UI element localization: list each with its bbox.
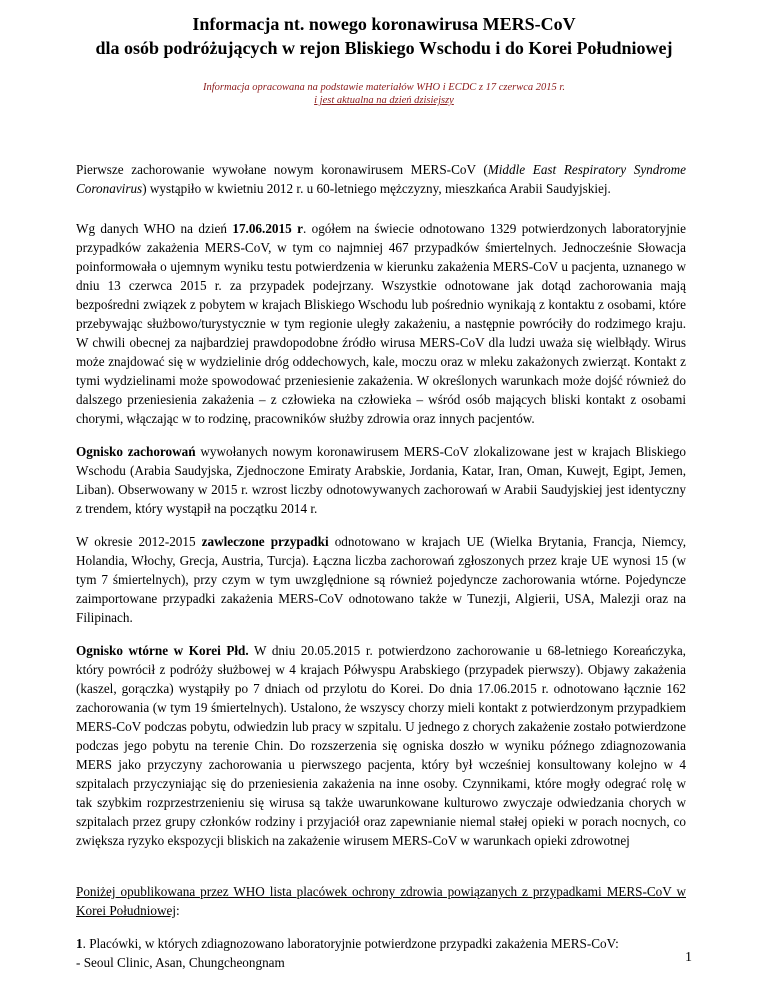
bold-heading: Ognisko zachorowań — [76, 444, 196, 459]
paragraph-who-data: Wg danych WHO na dzień 17.06.2015 r. ogółem na świecie odnotowano 1329 potwierdzonych laboratoryjnie przypadków zakażenia MERS-CoV, w tym co najmniej 467 przypadków śmiertelnych. Jednocześnie Słowacja poinformowała o ujemnym wyniku testu potwierdzenia w kierunku zakażenia MERS-CoV u pacjenta, uznanego w dniu 13 czerwca 2015 r. za przypadek podejrzany. Wszystkie odnotowane jak dotąd zachorowania mają bezpośredni związek z pobytem w krajach Bliskiego Wschodu lub pośrednio wynikają z kontaktu z osobami, które przebywając służbowo/turystycznie w tym regionie uległy zakażeniu, a następnie powróciły do rodzimego kraju. W chwili obecnej za najbardziej prawdopodobne źródło wirusa MERS-CoV dla ludzi uważa się wielbłądy. Wirus może znajdować się w wydzielinie dróg oddechowych, kale, moczu oraz w mleku zakażonych zwierząt. Kontakt z tymi wydzielinami może spowodować przeniesienie zakażenia. W określonych warunkach może dojść również do dalszego przeniesienia zakażenia – z człowieka na człowieka – wśród osób mających bliski kontakt z osobami chorymi, włączając w to rodzinę, pracowników służby zdrowia oraz innych pacjentów. — [76, 221, 687, 426]
bold-date: 17.06.2015 r — [232, 221, 303, 236]
subtitle-line-2: i jest aktualna na dzień dzisiejszy — [314, 95, 454, 106]
title-line-1: Informacja nt. nowego koronawirusa MERS-CoV — [192, 14, 576, 34]
page-number: 1 — [685, 950, 692, 965]
document-body — [76, 160, 686, 986]
paragraph-outbreak-focus: Ognisko zachorowań wywołanych nowym koronawirusem MERS-CoV zlokalizowane jest w krajach Bliskiego Wschodu (Arabia Saudyjska, Zjednoczone Emiraty Arabskie, Jordania, Katar, Iran, Oman, Kuwejt, Egipt, Jemen, Liban). Obserwowany w 2015 r. wzrost liczby odnotowywanych zachorowań w Arabii Saudyjskiej jest identyczny z trendem, który wystąpił na początku 2014 r. — [76, 444, 686, 516]
italic-term: Middle East Respiratory Syndrome Coronavirus — [76, 162, 686, 196]
list-item: - Seoul Clinic, Asan, Chungcheongnam — [76, 955, 285, 970]
paragraph-who-list-intro: Poniżej opublikowana przez WHO lista placówek ochrony zdrowia powiązanych z przypadkami MERS-CoV w Korei Południowej: — [76, 884, 686, 918]
subtitle-line-1: Informacja opracowana na podstawie materiałów WHO i ECDC z 17 czerwca 2015 r. — [203, 82, 565, 93]
list-number: 1 — [76, 936, 83, 951]
document-subtitle — [60, 81, 708, 107]
bold-heading: Ognisko wtórne w Korei Płd. — [76, 643, 249, 658]
paragraph-korea-outbreak: Ognisko wtórne w Korei Płd. W dniu 20.05.2015 r. potwierdzono zachorowanie u 68-letniego Koreańczyka, który powrócił z podróży służbowej w 4 krajach Półwyspu Arabskiego (przypadek pierwszy). Objawy zakażenia (kaszel, gorączka) wystąpiły po 7 dniach od przylotu do Korei. Do dnia 17.06.2015 r. odnotowano łącznie 162 zachorowania (w tym 19 śmiertelnych). Ustalono, że wszyscy chorzy mieli kontakt z potwierdzonym przypadkiem MERS-CoV podczas pobytu, odwiedzin lub pracy w szpitalu. U jednego z chorych zakażenie zostało potwierdzone podczas jego pobytu na terenie Chin. Do rozszerzenia się ogniska doszło w wyniku późnego zdiagnozowania MERS jako przyczyny zachorowania u pierwszego pacjenta, który był wcześniej konsultowany kolejno w 4 szpitalach przyczyniając się do przeniesienia zakażenia na inne osoby. Czynnikami, które mogły odegrać rolę w tak szybkim rozprzestrzenieniu się wirusa są także uwarunkowane kulturowo zwyczaje odwiedzania chorych w szpitalach przez grupy członków rodziny i przyjaciół oraz zapewnianie niemal stałej opieki w porach nocnych, co zwiększa ryzyko ekspozycji bliskich na zakażenie wirusem MERS-CoV w warunkach opieki zdrowotnej — [76, 643, 686, 848]
paragraph-facilities-list: 1. Placówki, w których zdiagnozowano laboratoryjnie potwierdzone przypadki zakażenia MERS-CoV: - Seoul Clinic, Asan, Chungcheongnam — [76, 936, 619, 970]
document-title — [40, 12, 728, 60]
paragraph-imported-cases: W okresie 2012-2015 zawleczone przypadki odnotowano w krajach UE (Wielka Brytania, Francja, Niemcy, Holandia, Włochy, Grecja, Austria, Turcja). Łączna liczba zachorowań zgłoszonych przez kraje UE wynosi 15 (w tym 7 śmiertelnych), przy czym w tym uwzględnione są również pojedyncze zachorowania wtórne. Pojedyncze zaimportowane przypadki zakażenia MERS-CoV odnotowano także w Tunezji, Algierii, USA, Malezji oraz na Filipinach. — [76, 534, 687, 625]
bold-heading: zawleczone przypadki — [201, 534, 329, 549]
paragraph-first-case: Pierwsze zachorowanie wywołane nowym koronawirusem MERS-CoV (Middle East Respiratory Syndrome Coronavirus) wystąpiło w kwietniu 2012 r. u 60-letniego mężczyzny, mieszkańca Arabii Saudyjskiej. — [76, 162, 686, 196]
title-line-2: dla osób podróżujących w rejon Bliskiego Wschodu i do Korei Południowej — [95, 38, 673, 58]
